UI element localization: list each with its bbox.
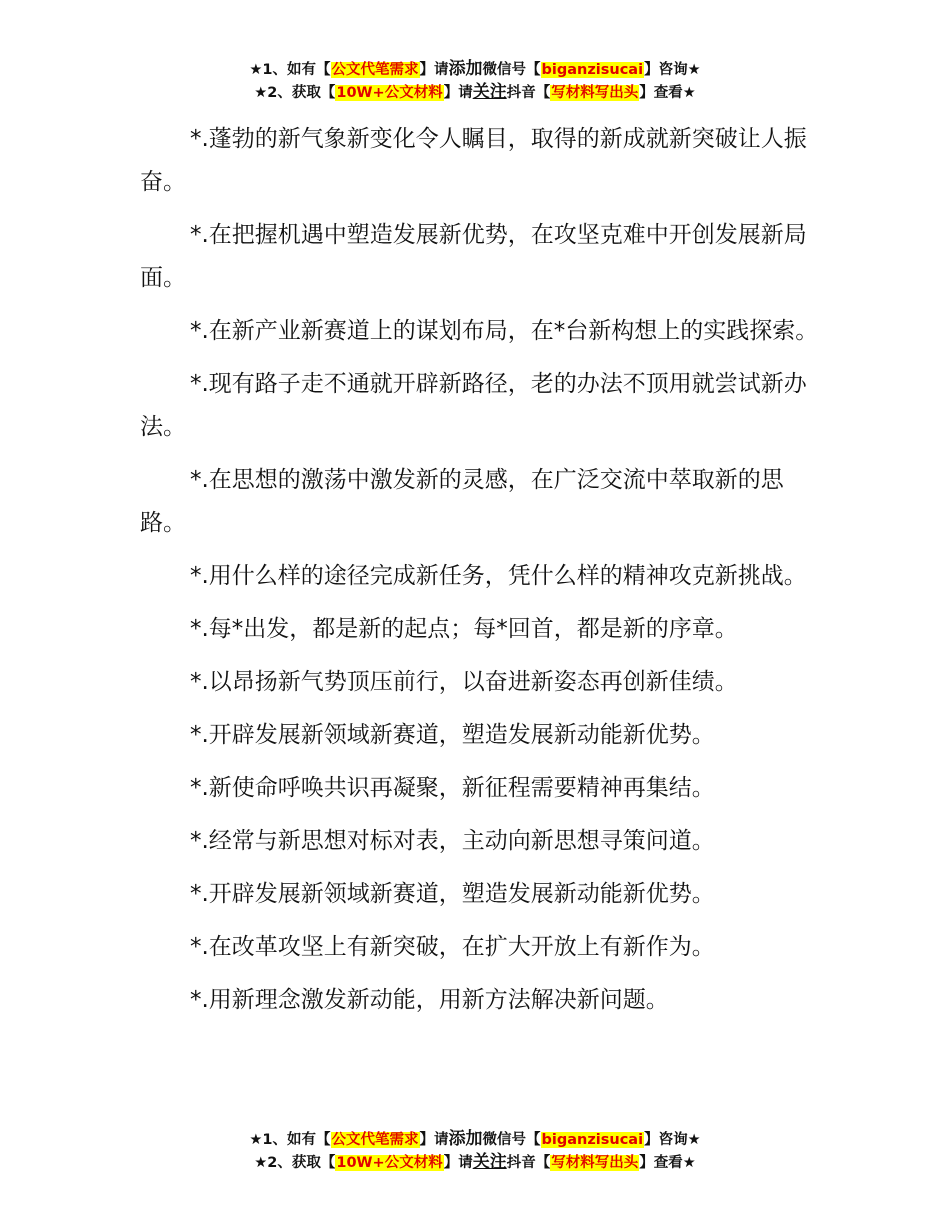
header-line-1-suffix: 】咨询★ (644, 62, 701, 78)
header-line-2-text: 】请 (443, 85, 473, 101)
header-line-2-highlight-douyin: 写材料写出头 (551, 85, 639, 101)
footer-line-1-highlight-service: 公文代笔需求 (331, 1132, 419, 1148)
paragraph: *.在新产业新赛道上的谋划布局，在*台新构想上的实践探索。 (190, 318, 819, 344)
header-line-1 (0, 58, 950, 81)
paragraph: *.开辟发展新领域新赛道，塑造发展新动能新优势。 (190, 722, 715, 748)
footer-line-2-highlight-materials: 10W+公文材料 (336, 1155, 443, 1171)
paragraph: *.现有路子走不通就开辟新路径，老的办法不顶用就尝试新办法。 (140, 371, 807, 440)
footer-line-1-text-2: 微信号【 (482, 1132, 541, 1148)
footer-line-2-suffix: 】查看★ (639, 1155, 696, 1171)
footer-line-2-prefix: ★2、获取【 (254, 1155, 336, 1171)
paragraph: *.在思想的激荡中激发新的灵感，在广泛交流中萃取新的思路。 (140, 467, 784, 536)
footer-line-1-prefix: ★1、如有【 (249, 1132, 331, 1148)
paragraph: *.以昂扬新气势顶压前行，以奋进新姿态再创新佳绩。 (190, 669, 738, 695)
paragraph: *.每*出发，都是新的起点；每*回首，都是新的序章。 (190, 616, 738, 642)
paragraph: *.新使命呼唤共识再凝聚，新征程需要精神再集结。 (190, 775, 715, 801)
header-line-1-highlight-wechat: biganzisucai (541, 62, 644, 78)
paragraph: *.在把握机遇中塑造发展新优势，在攻坚克难中开创发展新局面。 (140, 222, 807, 291)
paragraph: *.用新理念激发新动能，用新方法解决新问题。 (190, 987, 669, 1013)
footer-line-1-text: 】请 (419, 1132, 449, 1148)
header-line-2 (0, 81, 950, 104)
footer-line-2 (0, 1151, 950, 1174)
paragraph: *.在改革攻坚上有新突破，在扩大开放上有新作为。 (190, 934, 715, 960)
header-line-2-highlight-materials: 10W+公文材料 (336, 85, 443, 101)
paragraph: *.开辟发展新领域新赛道，塑造发展新动能新优势。 (190, 881, 715, 907)
footer-line-1-highlight-wechat: biganzisucai (541, 1132, 644, 1148)
paragraph: *.蓬勃的新气象新变化令人瞩目，取得的新成就新突破让人振奋。 (140, 126, 807, 195)
header-line-2-prefix: ★2、获取【 (254, 85, 336, 101)
footer-banner (0, 1128, 950, 1174)
header-line-1-emphasis: 添加 (448, 59, 483, 79)
footer-line-1 (0, 1128, 950, 1151)
paragraph: *.用什么样的途径完成新任务，凭什么样的精神攻克新挑战。 (190, 563, 807, 589)
header-line-2-emphasis: 关注 (472, 82, 507, 102)
header-line-1-text-2: 微信号【 (482, 62, 541, 78)
footer-line-1-emphasis: 添加 (448, 1129, 483, 1149)
footer-line-2-text: 】请 (443, 1155, 473, 1171)
footer-line-2-highlight-douyin: 写材料写出头 (551, 1155, 639, 1171)
header-line-1-prefix: ★1、如有【 (249, 62, 331, 78)
header-banner (0, 58, 950, 104)
document-body (140, 118, 820, 1032)
header-line-2-text-2: 抖音【 (506, 85, 551, 101)
header-line-2-suffix: 】查看★ (639, 85, 696, 101)
footer-line-1-suffix: 】咨询★ (644, 1132, 701, 1148)
header-line-1-text: 】请 (419, 62, 449, 78)
header-line-1-highlight-service: 公文代笔需求 (331, 62, 419, 78)
paragraph: *.经常与新思想对标对表，主动向新思想寻策问道。 (190, 828, 715, 854)
footer-line-2-emphasis: 关注 (472, 1152, 507, 1172)
footer-line-2-text-2: 抖音【 (506, 1155, 551, 1171)
